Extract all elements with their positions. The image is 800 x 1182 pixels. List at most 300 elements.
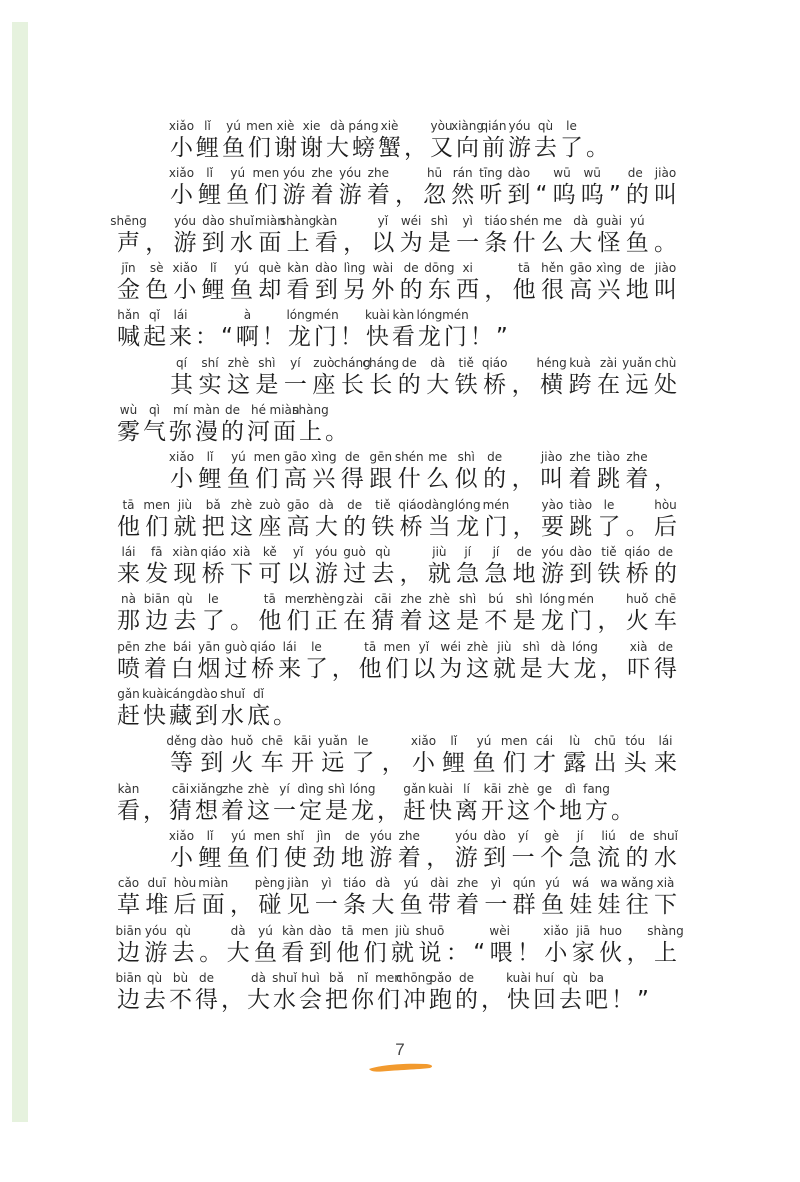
pinyin-syllable: dìng [297, 781, 324, 796]
pinyin-syllable: gāo [286, 497, 310, 512]
pinyin-syllable: jīn [121, 260, 136, 275]
pinyin-syllable: lái [658, 734, 673, 749]
pinyin-syllable: dà [230, 923, 246, 938]
pinyin-syllable: qù [537, 119, 554, 133]
text-line [117, 449, 680, 496]
pinyin-syllable: zuò [313, 355, 335, 370]
pinyin-syllable: à [243, 308, 252, 323]
pinyin-syllable: gāo [569, 260, 592, 275]
text-line [117, 733, 680, 780]
pinyin-syllable: mí [172, 402, 189, 417]
text-line [117, 260, 680, 307]
pinyin-syllable: ge [537, 781, 552, 796]
pinyin-syllable: wū [583, 166, 601, 181]
pinyin-syllable: dà [375, 876, 391, 891]
pinyin-syllable: xi [462, 260, 473, 275]
pinyin-syllable: dà [430, 355, 446, 370]
text-line [117, 828, 680, 875]
pinyin-syllable: dà [330, 119, 345, 133]
pinyin-syllable: hǎn [117, 308, 140, 323]
pinyin-syllable: miàn [269, 402, 300, 417]
pinyin-syllable: tā [518, 260, 531, 275]
pinyin-syllable: wéi [400, 213, 422, 228]
pinyin-syllable: de [403, 260, 419, 275]
character-row: 喷着白烟过桥来了，他们以为这就是大龙，吓得 [117, 655, 680, 682]
pinyin-syllable: wèi [489, 923, 510, 938]
pinyin-syllable: mén [442, 308, 469, 323]
pinyin-syllable: de [658, 639, 673, 654]
pinyin-syllable: kàn [282, 923, 304, 938]
pinyin-syllable: qù [562, 970, 579, 985]
pinyin-syllable: qiáo [624, 544, 651, 559]
text-line [110, 213, 680, 260]
character-row: 声，游到水面上看，以为是一条什么大怪鱼。 [117, 229, 680, 256]
pinyin-syllable: wài [372, 260, 394, 275]
pinyin-syllable: xiǎo [168, 828, 195, 843]
pinyin-syllable: shì [258, 355, 276, 370]
pinyin-syllable: lí [463, 781, 470, 796]
pinyin-syllable: gāo [284, 450, 307, 465]
character-row: 小鲤鱼们谢谢大螃蟹，又向前游去了。 [170, 135, 612, 161]
text-line [117, 307, 680, 354]
pinyin-syllable: fang [583, 781, 610, 796]
pinyin-syllable: kàn [315, 213, 338, 228]
pinyin-syllable: yóu [173, 213, 197, 228]
pinyin-syllable: shì [430, 213, 448, 228]
pinyin-syllable: kāi [293, 734, 312, 749]
pinyin-syllable: jí [464, 544, 471, 559]
pinyin-syllable: lái [121, 544, 136, 559]
text-line [117, 118, 680, 165]
pinyin-syllable: zài [600, 355, 618, 370]
pinyin-syllable: ba [589, 970, 604, 985]
pinyin-syllable: zhe [311, 166, 333, 181]
pinyin-syllable: zuò [259, 497, 281, 512]
pinyin-syllable: kě [262, 544, 277, 559]
pinyin-syllable: mén [482, 497, 510, 512]
pinyin-syllable: yú [403, 876, 419, 891]
pinyin-syllable: jiù [497, 639, 512, 654]
pinyin-syllable: xiè [380, 119, 399, 133]
character-row: 来发现桥下可以游过去，就急急地游到铁桥的 [117, 560, 680, 587]
pinyin-syllable: shuō [415, 923, 445, 938]
pinyin-syllable: biān [115, 923, 142, 938]
pinyin-syllable: huì [301, 970, 320, 985]
pinyin-syllable: kuài [506, 970, 531, 985]
pinyin-syllable: shuǐ [220, 686, 245, 701]
pinyin-syllable: tīng [479, 166, 503, 181]
pinyin-syllable: wa [600, 876, 618, 891]
character-row: 看，猜想着这一定是龙，赶快离开这个地方。 [117, 797, 637, 824]
pinyin-syllable: yì [462, 213, 473, 228]
pinyin-syllable: jí [576, 828, 584, 843]
brush-stroke-decoration [368, 1060, 434, 1074]
pinyin-syllable: sè [149, 260, 164, 275]
pinyin-syllable: xiǎo [410, 734, 437, 749]
pinyin-syllable: yuǎn [622, 355, 652, 370]
pinyin-syllable: dài [430, 876, 449, 891]
pinyin-syllable: yú [476, 734, 492, 749]
pinyin-syllable: qián [480, 119, 507, 133]
pinyin-syllable: pēn [117, 639, 140, 654]
pinyin-syllable: le [603, 497, 615, 512]
pinyin-syllable: de [487, 450, 503, 465]
pinyin-syllable: qiáo [249, 639, 276, 654]
pinyin-syllable: jiù [177, 497, 193, 512]
pinyin-syllable: qí [176, 355, 187, 370]
pinyin-syllable: cǎo [117, 876, 140, 891]
pinyin-syllable: wá [572, 876, 590, 891]
pinyin-syllable: lìng [343, 260, 366, 275]
pinyin-syllable: liú [601, 828, 616, 843]
green-margin-strip [12, 22, 28, 1122]
pinyin-syllable: de [344, 828, 360, 843]
pinyin-syllable: tā [122, 497, 135, 512]
pinyin-syllable: kuài [364, 308, 390, 323]
pinyin-syllable: tiào [597, 450, 620, 465]
pinyin-syllable: yóu [144, 923, 167, 938]
pinyin-syllable: lǐ [206, 166, 213, 181]
character-row: 草堆后面，碰见一条大鱼带着一群鱼娃娃往下 [117, 892, 680, 919]
pinyin-syllable: men [143, 497, 171, 512]
pinyin-syllable: le [311, 639, 322, 654]
pinyin-syllable: yòu [430, 119, 453, 133]
pinyin-syllable: jiù [395, 923, 410, 938]
pinyin-syllable: dàng [424, 497, 455, 512]
pinyin-syllable: tā [364, 639, 377, 654]
pinyin-syllable: lù [569, 734, 581, 749]
pinyin-syllable: kàn [287, 260, 309, 275]
pinyin-syllable: nǐ [357, 970, 368, 985]
pinyin-syllable: dì [565, 781, 576, 796]
pinyin-syllable: yān [198, 639, 221, 654]
pinyin-syllable: lóng [416, 308, 443, 323]
character-row: 那边去了。他们正在猜着这是不是龙门，火车 [117, 608, 680, 635]
pinyin-syllable: zhè [227, 355, 250, 370]
pinyin-syllable: xiè [276, 119, 295, 133]
pinyin-syllable: tiáo [343, 876, 366, 891]
pinyin-syllable: wū [553, 166, 571, 181]
pinyin-syllable: de [199, 970, 214, 985]
page-number: 7 [395, 1040, 405, 1059]
pinyin-syllable: shí [201, 355, 219, 370]
character-row: 边游去。大鱼看到他们就说：“喂！小家伙，上 [117, 939, 680, 966]
pinyin-syllable: dào [569, 544, 592, 559]
text-line [117, 639, 680, 686]
pinyin-syllable: bǎ [205, 497, 221, 512]
pinyin-syllable: tóu [625, 734, 646, 749]
pinyin-syllable: de [347, 497, 363, 512]
pinyin-syllable: yǐ [292, 544, 304, 559]
pinyin-syllable: páng [348, 119, 379, 133]
pinyin-syllable: shì [457, 450, 475, 465]
pinyin-syllable: xìng [311, 450, 337, 465]
pinyin-syllable: jìn [316, 828, 331, 843]
pinyin-syllable: yú [629, 213, 645, 228]
pinyin-syllable: yóu [455, 828, 478, 843]
pinyin-syllable: qiáo [481, 355, 508, 370]
pinyin-syllable: dōng [424, 260, 455, 275]
pinyin-syllable: men [375, 970, 402, 985]
pinyin-syllable: yì [490, 876, 502, 891]
pinyin-syllable: zài [346, 592, 364, 607]
pinyin-syllable: wéi [440, 639, 461, 654]
pinyin-syllable: jiào [654, 166, 677, 181]
pinyin-syllable: yóu [339, 166, 362, 181]
pinyin-syllable: lǐ [206, 828, 214, 843]
pinyin-syllable: shì [327, 781, 346, 796]
pinyin-syllable: yú [258, 923, 273, 938]
pinyin-syllable: wǎng [621, 876, 654, 891]
pinyin-syllable: xiǎo [168, 166, 195, 181]
pinyin-syllable: xiàn [172, 544, 198, 559]
pinyin-syllable: gǎn [117, 686, 140, 701]
pinyin-syllable: xià [232, 544, 251, 559]
pinyin-syllable: de [658, 544, 673, 559]
pinyin-syllable: le [566, 119, 577, 133]
pinyin-syllable: lóng [571, 639, 598, 654]
pinyin-syllable: zhè [507, 781, 530, 796]
text-line [117, 591, 680, 638]
pinyin-syllable: men [361, 923, 389, 938]
pinyin-syllable: biān [143, 592, 170, 607]
text-line [117, 781, 680, 828]
pinyin-syllable: zhe [398, 828, 420, 843]
pinyin-syllable: men [252, 166, 280, 181]
pinyin-syllable: lóng [349, 781, 376, 796]
character-row: 小鲤鱼们使劲地游着，游到一个急流的水 [170, 844, 680, 871]
pinyin-syllable: lái [282, 639, 297, 654]
pinyin-syllable: qún [512, 876, 536, 891]
pinyin-syllable: shēng [110, 213, 147, 228]
pinyin-syllable: chē [654, 592, 677, 607]
pinyin-syllable: shàng [647, 923, 684, 938]
pinyin-syllable: kāi [483, 781, 502, 796]
pinyin-syllable: kàn [392, 308, 415, 323]
pinyin-syllable: guò [224, 639, 248, 654]
pinyin-syllable: yóu [541, 544, 564, 559]
pinyin-syllable: yú [234, 260, 249, 275]
pinyin-syllable: le [207, 592, 219, 607]
pinyin-syllable: men [253, 450, 281, 465]
character-row: 边去不得，大水会把你们冲跑的，快回去吧！” [117, 986, 652, 1013]
pinyin-syllable: qǐ [149, 308, 160, 323]
pinyin-syllable: yóu [369, 828, 392, 843]
text-line [115, 923, 684, 970]
pinyin-syllable: guài [596, 213, 622, 228]
text-line [117, 544, 680, 591]
pinyin-syllable: zhe [626, 450, 648, 465]
pinyin-syllable: shén [394, 450, 424, 465]
character-row: 金色小鲤鱼却看到另外的东西，他很高兴地叫 [117, 276, 680, 303]
pinyin-syllable: yí [290, 355, 301, 370]
pinyin-syllable: zhè [428, 592, 451, 607]
pinyin-syllable: tā [263, 592, 276, 607]
pinyin-syllable: men [500, 734, 528, 749]
pinyin-syllable: me [428, 450, 448, 465]
pinyin-syllable: dào [202, 213, 225, 228]
pinyin-syllable: guò [343, 544, 366, 559]
pinyin-syllable: shàng [279, 213, 317, 228]
pinyin-syllable: le [357, 734, 369, 749]
pinyin-syllable: shén [509, 213, 539, 228]
pinyin-syllable: de [344, 450, 360, 465]
pinyin-syllable: tiě [601, 544, 617, 559]
pinyin-syllable: dà [573, 213, 589, 228]
pinyin-syllable: gè [544, 828, 560, 843]
pinyin-syllable: jiào [540, 450, 563, 465]
pinyin-syllable: lǐ [204, 119, 211, 133]
pinyin-syllable: xià [656, 876, 675, 891]
pinyin-syllable: men [253, 828, 281, 843]
pinyin-syllable: pǎo [429, 970, 452, 985]
character-row: 其实这是一座长长的大铁桥，横跨在远处 [170, 371, 680, 398]
pinyin-syllable: yí [517, 828, 529, 843]
pinyin-syllable: lóng [286, 308, 313, 323]
pinyin-syllable: hěn [541, 260, 564, 275]
pinyin-syllable: lǐ [209, 260, 217, 275]
pinyin-syllable: zhè [230, 497, 253, 512]
pinyin-syllable: shǐ [286, 828, 304, 843]
pinyin-syllable: bái [173, 639, 192, 654]
pinyin-syllable: màn [193, 402, 220, 417]
pinyin-syllable: cháng [362, 355, 400, 370]
pinyin-syllable: wù [119, 402, 138, 417]
pinyin-syllable: biān [115, 970, 142, 985]
character-row: 喊起来：“啊！龙门！快看龙门！” [117, 324, 511, 351]
pinyin-syllable: dǐ [253, 686, 264, 701]
pinyin-syllable: tiě [375, 497, 391, 512]
pinyin-syllable: cāi [171, 781, 190, 796]
pinyin-syllable: yóu [315, 544, 338, 559]
pinyin-syllable: yí [279, 781, 290, 796]
pinyin-syllable: tiě [458, 355, 474, 370]
pinyin-syllable: gēn [369, 450, 393, 465]
pinyin-syllable: děng [166, 734, 197, 749]
pinyin-syllable: men [284, 592, 312, 607]
pinyin-syllable: de [401, 355, 417, 370]
pinyin-syllable: qù [375, 544, 391, 559]
pinyin-syllable: rán [452, 166, 473, 181]
pinyin-syllable: zhe [367, 166, 389, 181]
pinyin-syllable: xià [629, 639, 648, 654]
pinyin-syllable: xiǎng [189, 781, 224, 796]
pinyin-syllable: qì [149, 402, 160, 417]
pinyin-syllable: qiáo [398, 497, 424, 512]
pinyin-syllable: mén [312, 308, 339, 323]
pinyin-syllable: zhe [457, 876, 479, 891]
character-row: 小鲤鱼们游着游着，忽然听到“呜呜”的叫 [170, 182, 680, 209]
pinyin-syllable: jiào [654, 260, 677, 275]
pinyin-syllable: dào [200, 734, 223, 749]
pinyin-syllable: bǎ [329, 970, 344, 985]
pinyin-syllable: xiǎo [172, 260, 198, 275]
pinyin-syllable: kàn [117, 781, 140, 796]
pinyin-syllable: tā [341, 923, 354, 938]
pinyin-syllable: shàng [292, 402, 329, 417]
pinyin-syllable: fā [150, 544, 163, 559]
text-line [117, 686, 680, 733]
pinyin-syllable: yǐ [377, 213, 389, 228]
pinyin-syllable: jí [492, 544, 500, 559]
pinyin-syllable: zhe [144, 639, 166, 654]
pinyin-syllable: mén [567, 592, 595, 607]
character-row: 他们就把这座高大的铁桥当龙门，要跳了。后 [117, 513, 680, 540]
character-row: 赶快藏到水底。 [117, 702, 299, 729]
pinyin-syllable: dào [483, 828, 506, 843]
pinyin-syllable: qù [146, 970, 163, 985]
pinyin-syllable: yú [230, 166, 246, 181]
pinyin-syllable: lǐ [450, 734, 458, 749]
pinyin-syllable: cháng [333, 355, 371, 370]
pinyin-syllable: cái [535, 734, 554, 749]
pinyin-syllable: tiáo [484, 213, 508, 228]
pinyin-syllable: shì [515, 592, 533, 607]
pinyin-syllable: héng [536, 355, 567, 370]
pinyin-syllable: huo [599, 923, 622, 938]
pinyin-syllable: pèng [254, 876, 285, 891]
pinyin-syllable: kuài [142, 686, 167, 701]
pinyin-syllable: tiào [569, 497, 593, 512]
pinyin-syllable: duī [147, 876, 167, 891]
pinyin-syllable: qù [177, 592, 193, 607]
pinyin-syllable: kuà [569, 355, 591, 370]
pinyin-syllable: qiáo [200, 544, 227, 559]
pinyin-syllable: yú [545, 876, 560, 891]
pinyin-syllable: lái [173, 308, 188, 323]
pinyin-syllable: dào [309, 923, 332, 938]
pinyin-syllable: xiǎo [168, 119, 195, 133]
pinyin-syllable: shuǐ [653, 828, 678, 843]
pinyin-syllable: dà [550, 639, 566, 654]
pinyin-syllable: shì [522, 639, 540, 654]
pinyin-syllable: bù [172, 970, 189, 985]
text-line [117, 402, 680, 449]
pinyin-syllable: huǒ [625, 592, 649, 607]
pinyin-syllable: yóu [282, 166, 305, 181]
pinyin-syllable: yú [226, 119, 241, 133]
pinyin-syllable: qù [175, 923, 191, 938]
pinyin-syllable: miàn [254, 213, 285, 228]
pinyin-syllable: yuǎn [317, 734, 348, 749]
pinyin-syllable: zhèng [308, 592, 345, 607]
pinyin-syllable: lǐ [206, 450, 214, 465]
story-text [110, 118, 684, 1017]
pinyin-syllable: dào [507, 166, 531, 181]
pinyin-syllable: zhe [221, 781, 244, 796]
pinyin-syllable: zhè [466, 639, 489, 654]
text-line [117, 875, 680, 922]
pinyin-syllable: xiǎo [543, 923, 569, 938]
pinyin-syllable: jiù [432, 544, 447, 559]
pinyin-syllable: xie [302, 119, 321, 133]
pinyin-syllable: yú [231, 450, 246, 465]
pinyin-syllable: miàn [198, 876, 229, 891]
pinyin-syllable: xìng [596, 260, 622, 275]
pinyin-syllable: de [629, 260, 645, 275]
pinyin-syllable: dà [318, 497, 334, 512]
pinyin-syllable: zhe [569, 450, 591, 465]
pinyin-syllable: xiǎo [168, 450, 195, 465]
pinyin-syllable: huǒ [230, 734, 254, 749]
pinyin-syllable: gǎn [403, 781, 426, 796]
pinyin-syllable: de [627, 166, 643, 181]
pinyin-syllable: yào [541, 497, 564, 512]
pinyin-syllable: hé [251, 402, 266, 417]
pinyin-syllable: lóng [539, 592, 566, 607]
pinyin-syllable: chù [654, 355, 677, 370]
pinyin-syllable: kuài [428, 781, 453, 796]
